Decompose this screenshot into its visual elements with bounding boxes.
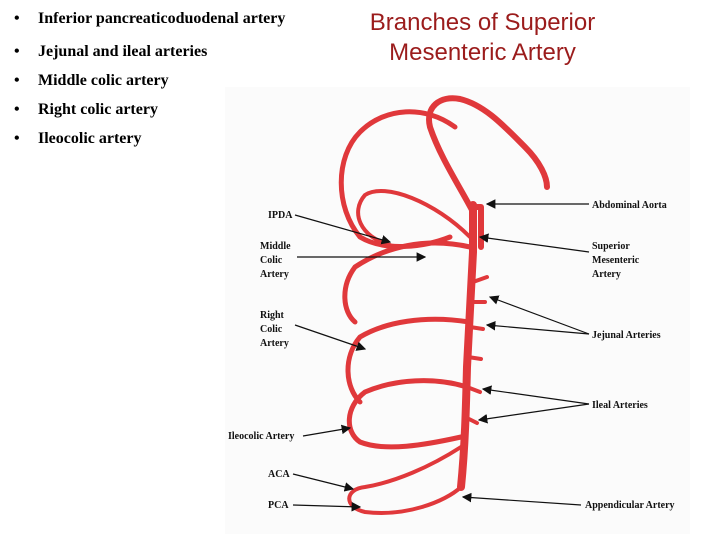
- label-right-colic-3: Artery: [260, 338, 289, 349]
- label-ileocolic: Ileocolic Artery: [228, 431, 295, 442]
- bullet-dot: •: [14, 10, 20, 27]
- label-jejunal: Jejunal Arteries: [592, 330, 661, 341]
- slide-title: Branches of Superior Mesenteric Artery: [369, 9, 596, 66]
- label-pca: PCA: [268, 500, 289, 511]
- label-abdominal-aorta: Abdominal Aorta: [592, 200, 667, 211]
- pointer-right-colic: [295, 325, 365, 349]
- bullet-text: Ileocolic artery: [38, 130, 142, 147]
- left-arc-top: [341, 112, 455, 247]
- bullet-text: Jejunal and ileal arteries: [38, 43, 208, 60]
- pointer-ipda: [295, 215, 390, 242]
- lower-loop: [349, 447, 461, 513]
- label-sma-1: Superior: [592, 241, 630, 252]
- pointer-ileal-2: [479, 404, 589, 420]
- right-labels: [585, 200, 675, 511]
- pointer-jejunal-1: [490, 297, 589, 334]
- bullet-item-ipda: [14, 8, 314, 30]
- left-labels: [228, 210, 294, 511]
- bullet-dot: •: [14, 43, 20, 60]
- middle-colic-arc: [345, 243, 470, 322]
- label-right-colic-2: Colic: [260, 324, 283, 335]
- sma-diagram-svg: [225, 87, 690, 534]
- label-sma-2: Mesenteric: [592, 255, 640, 266]
- upper-branch: [429, 98, 547, 212]
- bullet-text: Right colic artery: [38, 101, 158, 118]
- label-middle-colic-1: Middle: [260, 241, 291, 252]
- pointer-aca: [293, 474, 353, 489]
- bullet-dot: •: [14, 130, 20, 147]
- ileocolic-arc: [349, 381, 467, 447]
- bullet-dot: •: [14, 72, 20, 89]
- pointer-lines: [293, 204, 589, 507]
- pointer-appendicular: [463, 497, 581, 505]
- label-right-colic-1: Right: [260, 310, 284, 321]
- bullet-text: Inferior pancreaticoduodenal artery: [38, 10, 286, 27]
- ipda-loop: [358, 191, 470, 245]
- label-middle-colic-3: Artery: [260, 269, 289, 280]
- pointer-sma: [480, 237, 589, 252]
- pointer-ileocolic: [303, 428, 350, 436]
- pointer-ileal-1: [483, 389, 589, 404]
- bullet-text: Middle colic artery: [38, 72, 169, 89]
- sma-diagram: [225, 87, 690, 534]
- bullet-dot: •: [14, 101, 20, 118]
- label-appendicular: Appendicular Artery: [585, 500, 675, 511]
- bullet-item-jejunal-ileal: [14, 37, 314, 66]
- label-ileal: Ileal Arteries: [592, 400, 648, 411]
- label-aca: ACA: [268, 469, 290, 480]
- pointer-jejunal-2: [487, 325, 589, 334]
- label-ipda: IPDA: [268, 210, 293, 221]
- artery-network: [341, 98, 547, 513]
- label-sma-3: Artery: [592, 269, 621, 280]
- label-middle-colic-2: Colic: [260, 255, 283, 266]
